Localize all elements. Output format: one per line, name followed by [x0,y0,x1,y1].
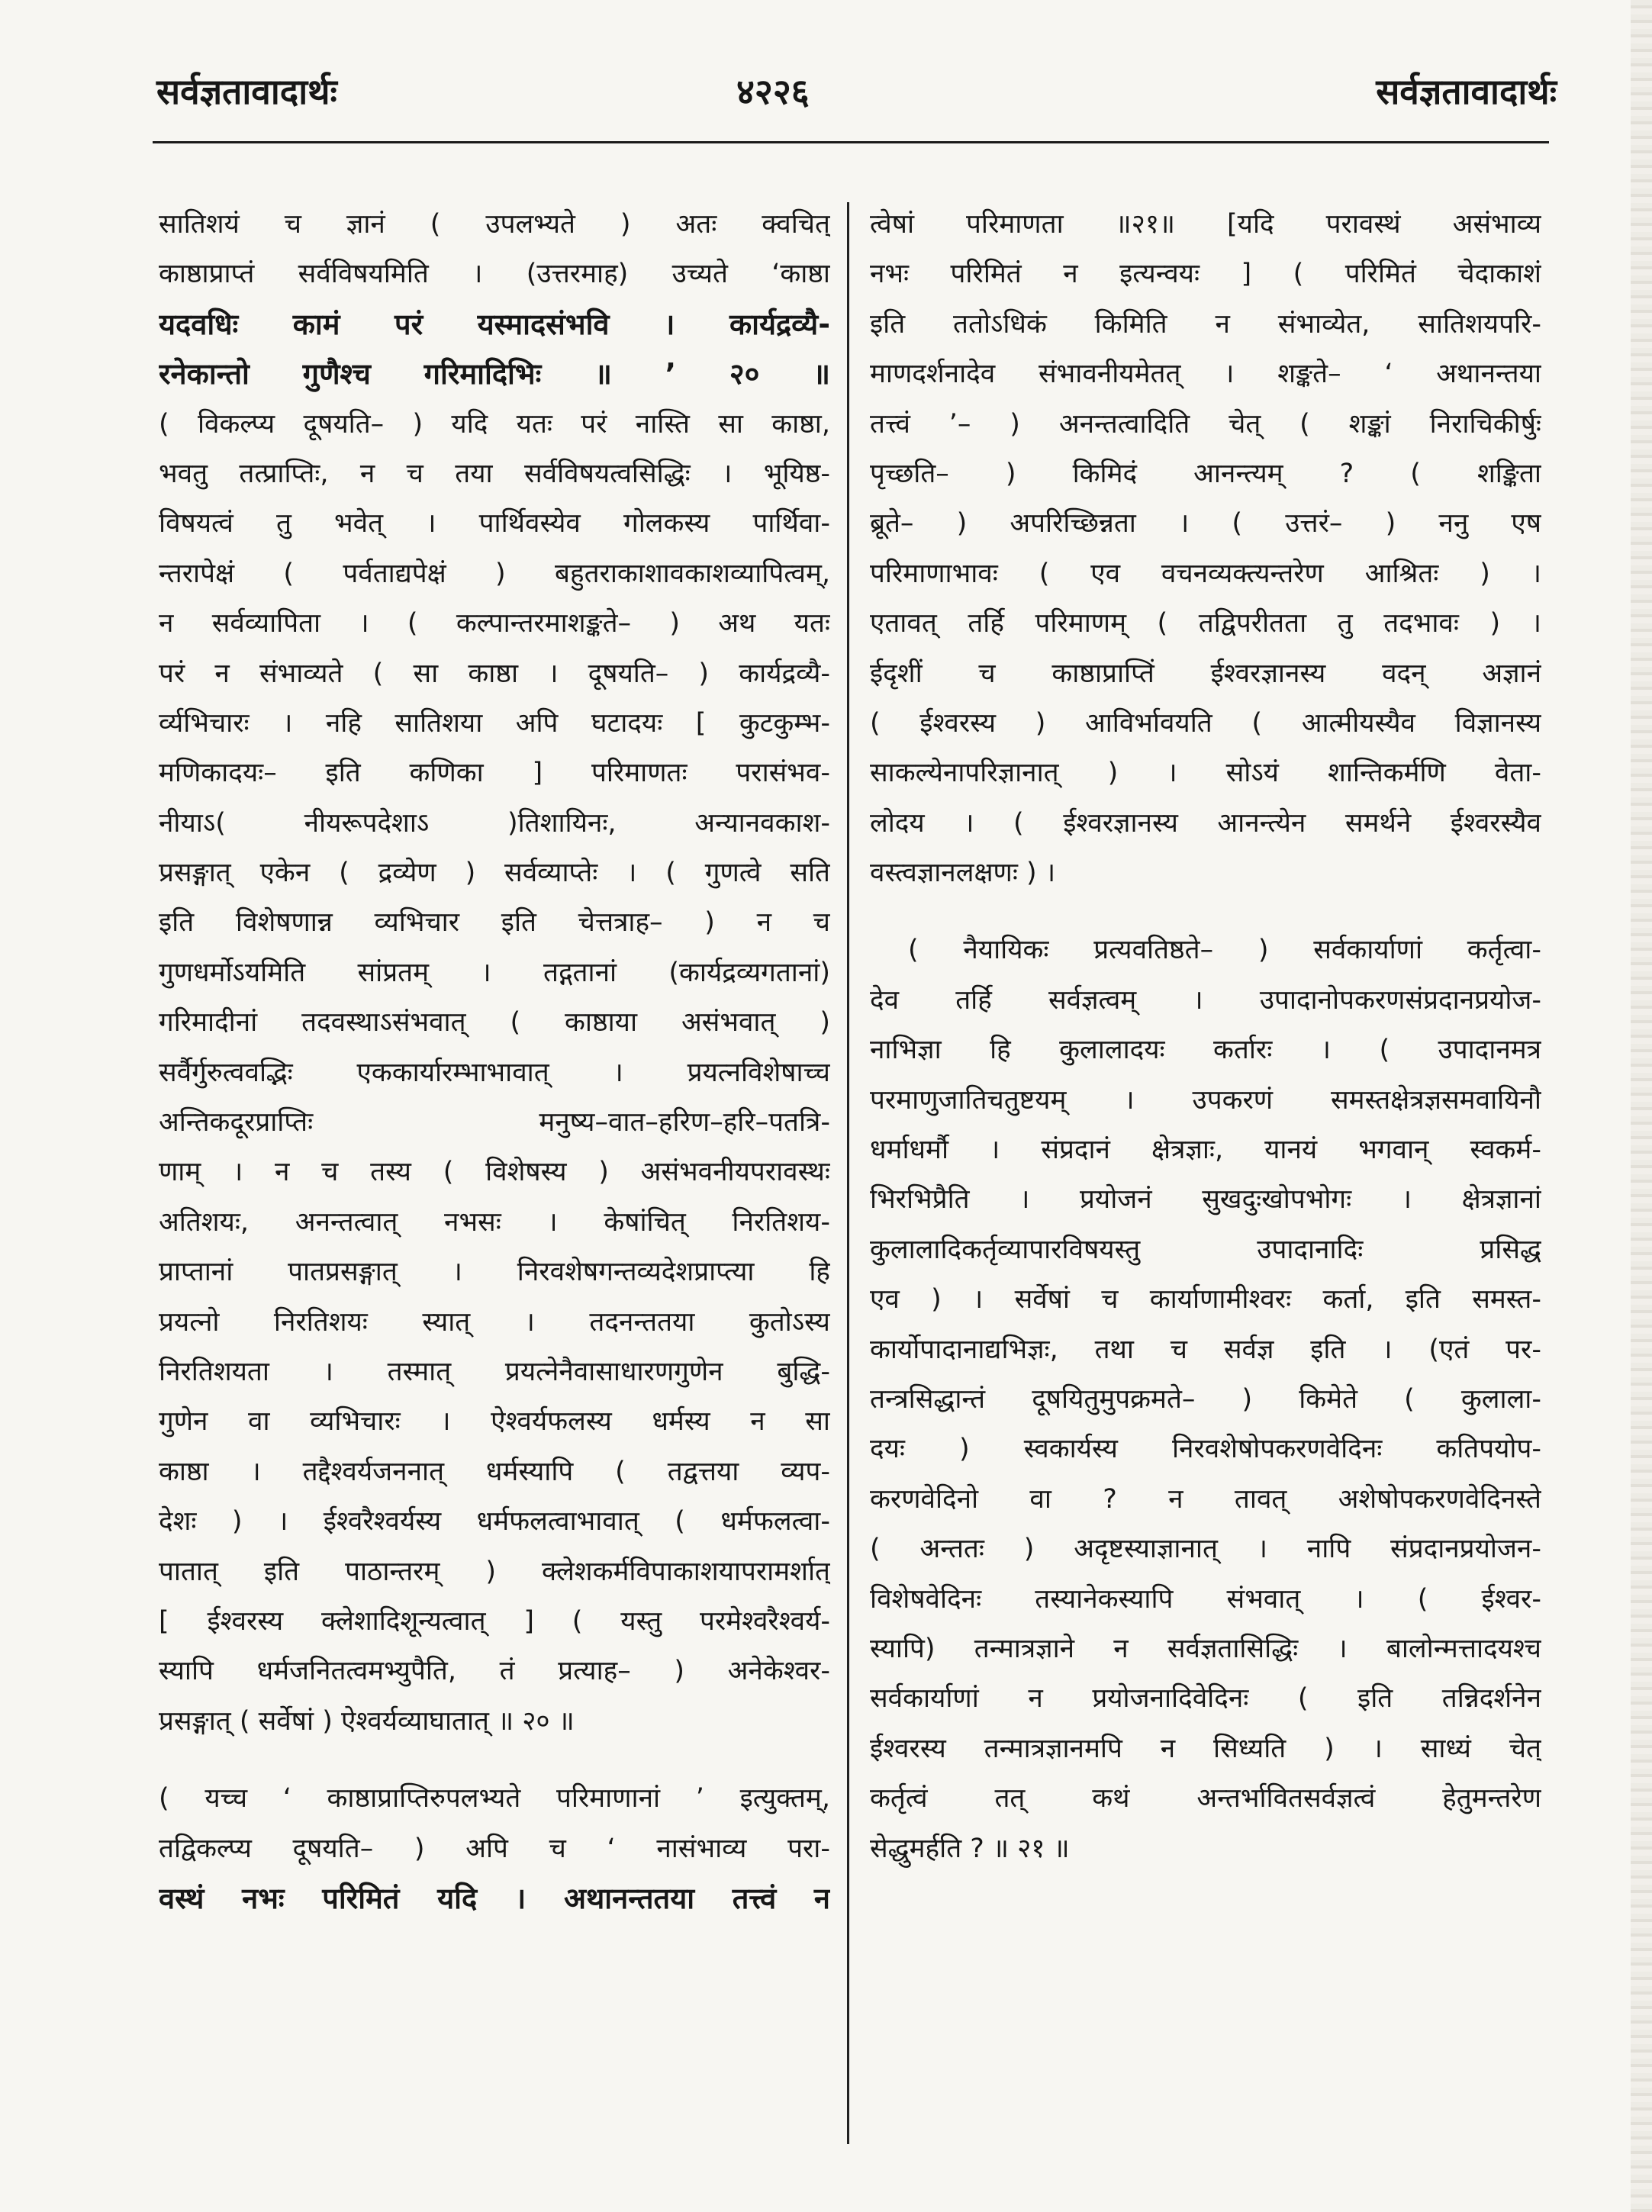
text-line: धर्माधर्मौ । संप्रदानं क्षेत्रज्ञाः, यानयं भगवान् स्वकर्म- [870,1135,1541,1166]
text-line: तत्त्वं ’– ) अनन्तत्वादिति चेत् ( शङ्कां निराचिकीर्षुः [870,408,1541,440]
text-line: एव ) । सर्वेषां च कार्याणामीश्वरः कर्ता, इति समस्त- [870,1284,1541,1315]
text-line: साकल्येनापरिज्ञानात् ) । सोऽयं शान्तिकर्मणि वेता- [870,758,1541,789]
text-line: माणदर्शनादेव संभावनीयमेतत् । शङ्कते– ‘ अथानन्तया [870,359,1541,390]
text-line: परं न संभाव्यते ( सा काष्ठा । दूषयति– ) कार्यद्रव्यै- [159,658,830,689]
header-rule [153,141,1549,143]
text-line: सर्वैर्गुरुत्ववद्भिः एककार्यारम्भाभावात् । प्रयत्नविशेषाच्च [159,1057,830,1088]
text-line: अतिशयः, अनन्तत्वात् नभसः । केषांचित् निरतिशय- [159,1206,830,1238]
page-number: ४२२६ [736,71,810,112]
text-line: ईदृशीं च काष्ठाप्राप्तिं ईश्वरज्ञानस्य वदन् अज्ञानं [870,658,1541,689]
text-line: कुलालादिकर्तृव्यापारविषयस्तु उपादानादिः प्रसिद्ध [870,1234,1541,1265]
running-header [156,67,1557,121]
text-line: परिमाणाभावः ( एव वचनव्यक्त्यन्तरेण आश्रितः ) । [870,558,1541,589]
text-line: वस्थं नभः परिमितं यदि । अथानन्ततया तत्त्वं न [159,1881,830,1915]
text-line: अन्तिकदूरप्राप्तिः मनुष्य–वात–हरिण–हरि–पतत्रि- [159,1107,830,1138]
text-line: र्व्यभिचारः । नहि सातिशया अपि घटादयः [ कुटकुम्भ- [159,707,830,739]
text-line: ( यच्च ‘ काष्ठाप्राप्तिरुपलभ्यते परिमाणानां ’ इत्युक्तम्, [159,1783,830,1814]
text-line: दयः ) स्वकार्यस्य निरवशेषोपकरणवेदिनः कतिपयोप- [870,1434,1541,1465]
text-line: सातिशयं च ज्ञानं ( उपलभ्यते ) अतः क्वचित् [159,209,830,240]
text-line: गरिमादीनां तदवस्थाऽसंभवात् ( काष्ठाया असंभवात् ) [159,1007,830,1038]
text-line: वस्त्वज्ञानलक्षणः ) । [870,858,1056,889]
text-line: करणवेदिनो वा ? न तावत् अशेषोपकरणवेदिनस्ते [870,1483,1541,1515]
text-line: मणिकादयः– इति कणिका ] परिमाणतः परासंभव- [159,758,830,789]
text-line: ( ईश्वरस्य ) आविर्भावयति ( आत्मीयस्यैव विज्ञानस्य [870,707,1541,739]
text-line: त्वेषां परिमाणता ॥२१॥ [यदि परावस्थं असंभाव्य [870,209,1541,240]
text-line: ( अन्ततः ) अदृष्टस्याज्ञानात् । नापि संप्रदानप्रयोजन- [870,1534,1541,1565]
text-line: ईश्वरस्य तन्मात्रज्ञानमपि न सिध्यति ) । साध्यं चेत् [870,1733,1541,1764]
text-line: परमाणुजातिचतुष्टयम् । उपकरणं समस्तक्षेत्रज्ञसमवायिनौ [870,1084,1541,1116]
text-line: कार्योपादानाद्यभिज्ञः, तथा च सर्वज्ञ इति । (एतं पर- [870,1334,1541,1365]
text-line: न्तरापेक्षं ( पर्वताद्यपेक्षं ) बहुतराकाशावकाशव्यापित्वम्, [159,558,830,589]
text-line: सर्वकार्याणां न प्रयोजनादिवेदिनः ( इति तन्निदर्शनेन [870,1683,1541,1715]
text-line: प्रसङ्गात् ( सर्वेषां ) ऐश्वर्यव्याघातात् ॥ २० ॥ [159,1705,575,1737]
text-line: प्रसङ्गात् एकेन ( द्रव्येण ) सर्वव्याप्तेः । ( गुणत्वे सति [159,858,830,889]
text-line: गुणधर्मोऽयमिति सांप्रतम् । तद्गतानां (कार्यद्रव्यगतानां) [159,957,830,988]
text-line: ( नैयायिकः प्रत्यवतिष्ठते– ) सर्वकार्याणां कर्तृत्वा- [908,935,1541,966]
text-line: इति विशेषणान्न व्यभिचार इति चेत्तत्राह– ) न च [159,907,830,939]
text-line: भवतु तत्प्राप्तिः, न च तया सर्वविषयत्वसिद्धिः । भूयिष्ठ- [159,458,830,489]
text-line: देशः ) । ईश्वरैश्वर्यस्य धर्मफलत्वाभावात् ( धर्मफलत्वा- [159,1506,830,1537]
text-line: नाभिज्ञा हि कुलालादयः कर्तारः । ( उपादानमत्र [870,1035,1541,1066]
text-line: णाम् । न च तस्य ( विशेषस्य ) असंभवनीयपरावस्थः [159,1157,830,1188]
text-line: ( विकल्प्य दूषयति– ) यदि यतः परं नास्ति सा काष्ठा, [159,408,830,440]
text-line: नीयाऽ( नीयरूपदेशाऽ )तिशायिनः, अन्यानवकाश- [159,807,830,839]
text-line: प्राप्तानां पातप्रसङ्गात् । निरवशेषगन्तव्यदेशप्राप्त्या हि [159,1257,830,1288]
header-right-title: सर्वज्ञतावादार्थः [1376,71,1557,112]
text-line: इति ततोऽधिकं किमिति न संभाव्येत, सातिशयपरि- [870,308,1541,340]
text-line: काष्ठाप्राप्तं सर्वविषयमिति । (उत्तरमाह) उच्यते ‘काष्ठा [159,259,830,290]
text-line: स्यापि धर्मजनितत्वमभ्युपैति, तं प्रत्याह– ) अनेकेश्वर- [159,1656,830,1687]
text-line: न सर्वव्यापिता । ( कल्पान्तरमाशङ्कते– ) अथ यतः [159,608,830,639]
text-line: [ ईश्वरस्य क्लेशादिशून्यत्वात् ] ( यस्तु परमेश्वरैश्वर्य- [159,1605,830,1637]
text-line: भिरभिप्रैति । प्रयोजनं सुखदुःखोपभोगः । क्षेत्रज्ञानां [870,1184,1541,1215]
text-line: कर्तृत्वं तत् कथं अन्तर्भावितसर्वज्ञत्वं हेतुमन्तरेण [870,1783,1541,1814]
text-line: ब्रूते– ) अपरिच्छिन्नता । ( उत्तरं– ) ननु एष [870,508,1541,539]
text-line: निरतिशयता । तस्मात् प्रयत्नेनैवासाधारणगुणेन बुद्धि- [159,1356,830,1387]
text-line: प्रयत्नो निरतिशयः स्यात् । तदनन्ततया कुतोऽस्य [159,1306,830,1338]
text-line: स्यापि) तन्मात्रज्ञाने न सर्वज्ञतासिद्धिः । बालोन्मत्तादयश्च [870,1633,1541,1664]
scan-edge [1631,0,1652,2212]
text-line: तद्विकल्प्य दूषयति– ) अपि च ‘ नासंभाव्य परा- [159,1833,830,1864]
text-line: सेद्धुमर्हति ? ॥ २१ ॥ [870,1833,1070,1864]
text-line: रनेकान्तो गुणैश्च गरिमादिभिः ॥ ’ २० ॥ [159,357,830,391]
text-line: लोदय । ( ईश्वरज्ञानस्य आनन्त्येन समर्थने ईश्वरस्यैव [870,807,1541,839]
left-column [159,200,830,1924]
text-line: तन्त्रसिद्धान्तं दूषयितुमुपक्रमते– ) किमेते ( कुलाला- [870,1383,1541,1415]
paragraph-gap [870,898,1541,926]
text-line: काष्ठा । तद्दैश्वर्यजननात् धर्मस्यापि ( तद्वत्तया व्यप- [159,1456,830,1487]
text-line: गुणेन वा व्यभिचारः । ऐश्वर्यफलस्य धर्मस्य न सा [159,1406,830,1438]
header-left-title: सर्वज्ञतावादार्थः [156,71,337,112]
text-line: नभः परिमितं न इत्यन्वयः ] ( परिमितं चेदाकाशं [870,259,1541,290]
paragraph-gap [159,1747,830,1774]
right-column [870,200,1541,1874]
text-line: विशेषवेदिनः तस्यानेकस्यापि संभवात् । ( ईश्वर- [870,1583,1541,1615]
text-line: पृच्छति– ) किमिदं आनन्त्यम् ? ( शङ्किता [870,458,1541,489]
text-line: एतावत् तर्हि परिमाणम् ( तद्विपरीतता तु तदभावः ) । [870,608,1541,639]
column-divider [847,202,849,2144]
text-line: देव तर्हि सर्वज्ञत्वम् । उपादानोपकरणसंप्रदानप्रयोज- [870,984,1541,1016]
text-line: पातात् इति पाठान्तरम् ) क्लेशकर्मविपाकाशयापरामर्शात् [159,1556,830,1587]
text-line: विषयत्वं तु भवेत् । पार्थिवस्येव गोलकस्य पार्थिवा- [159,508,830,539]
text-line: यदवधिः कामं परं यस्मादसंभवि । कार्यद्रव्यै- [159,307,830,341]
